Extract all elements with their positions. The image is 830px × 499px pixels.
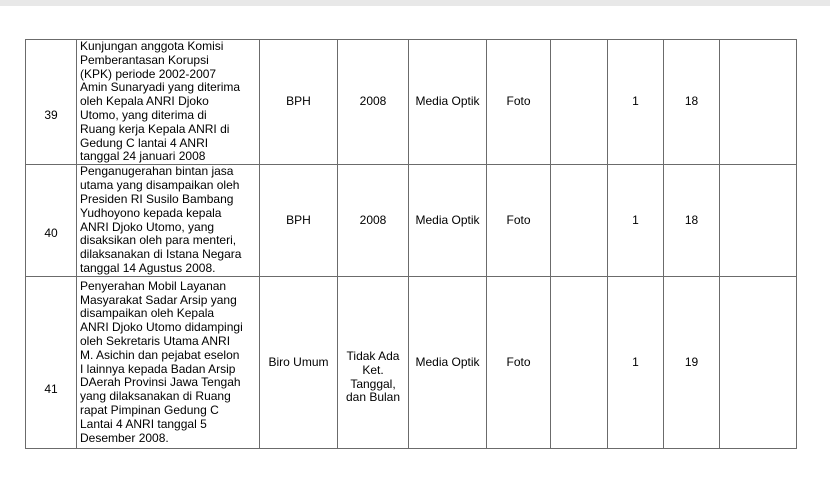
box-number-cell: 19: [664, 277, 720, 449]
description-line: Ruang kerja Kepala ANRI di: [80, 121, 230, 136]
media-cell: Media Optik: [409, 277, 487, 449]
description-line: Lantai 4 ANRI tanggal 5: [80, 416, 207, 431]
media-cell: Media Optik: [409, 165, 487, 277]
year-line: Tidak Ada: [346, 349, 400, 364]
description-line: Yudhoyono kepada kepala: [80, 205, 222, 220]
unit-cell: BPH: [260, 40, 338, 165]
form-cell: Foto: [487, 40, 551, 165]
description-line: oleh Sekretaris Utama ANRI: [80, 334, 231, 349]
description-cell: [77, 277, 260, 449]
year-line: 2008: [359, 94, 387, 109]
description-line: ANRI Djoko Utomo didampingi: [80, 320, 243, 335]
table-row: [26, 40, 797, 165]
media-cell: Media Optik: [409, 40, 487, 165]
form-cell: Foto: [487, 165, 551, 277]
unit-cell: BPH: [260, 165, 338, 277]
empty-cell: [551, 277, 608, 449]
archive-table: [25, 39, 797, 449]
year-line: 2008: [359, 212, 387, 227]
quantity-cell: 1: [608, 277, 664, 449]
notes-cell: [720, 40, 797, 165]
description-line: Kunjungan anggota Komisi: [80, 39, 224, 53]
description-line: rapat Pimpinan Gedung C: [80, 403, 219, 418]
description-line: Presiden RI Susilo Bambang: [80, 192, 234, 207]
description-line: Pemberantasan Korupsi: [80, 52, 209, 67]
description-line: DAerah Provinsi Jawa Tengah: [80, 375, 241, 390]
description-line: (KPK) periode 2002-2007: [80, 66, 217, 81]
year-line: Tanggal,: [350, 376, 396, 391]
description-cell: [77, 40, 260, 165]
viewer-top-strip: [0, 0, 830, 6]
description-line: dilaksanakan di Istana Negara: [80, 247, 242, 262]
box-number-cell: 18: [664, 165, 720, 277]
quantity-cell: 1: [608, 40, 664, 165]
description-cell: [77, 165, 260, 277]
quantity-cell: 1: [608, 165, 664, 277]
description-line: disaksikan oleh para menteri,: [80, 233, 237, 248]
table-row: [26, 165, 797, 277]
row-number: 39: [44, 107, 58, 122]
description-line: Utomo, yang diterima di: [80, 107, 207, 122]
row-number: 41: [44, 382, 58, 397]
year-line: dan Bulan: [345, 390, 401, 405]
description-line: ANRI Djoko Utomo, yang: [80, 219, 215, 234]
description-line: utama yang disampaikan oleh: [80, 178, 240, 193]
description-line: Desember 2008.: [80, 430, 169, 445]
row-number-cell: [26, 40, 77, 165]
year-line: Ket.: [362, 362, 384, 377]
unit-cell: Biro Umum: [260, 277, 338, 449]
year-cell: [338, 40, 409, 165]
row-number-cell: [26, 165, 77, 277]
description-line: Gedung C lantai 4 ANRI: [80, 135, 209, 150]
description-line: tanggal 14 Agustus 2008.: [80, 261, 216, 276]
description-line: yang dilaksanakan di Ruang: [80, 389, 231, 404]
description-line: tanggal 24 januari 2008: [80, 149, 206, 164]
form-cell: Foto: [487, 277, 551, 449]
description-line: Penganugerahan bintan jasa: [80, 164, 234, 179]
row-number: 40: [44, 226, 58, 241]
empty-cell: [551, 165, 608, 277]
row-number-cell: [26, 277, 77, 449]
empty-cell: [551, 40, 608, 165]
description-line: Amin Sunaryadi yang diterima: [80, 80, 241, 95]
description-line: I lainnya kepada Badan Arsip: [80, 361, 236, 376]
year-cell: [338, 165, 409, 277]
description-line: oleh Kepala ANRI Djoko: [80, 94, 209, 109]
notes-cell: [720, 165, 797, 277]
box-number-cell: 18: [664, 40, 720, 165]
description-line: M. Asichin dan pejabat eselon: [80, 347, 240, 362]
description-line: disampaikan oleh Kepala: [80, 306, 215, 321]
description-line: Masyarakat Sadar Arsip yang: [80, 292, 237, 307]
year-cell: [338, 277, 409, 449]
description-line: Penyerahan Mobil Layanan: [80, 278, 227, 293]
table-row: [26, 277, 797, 449]
notes-cell: [720, 277, 797, 449]
